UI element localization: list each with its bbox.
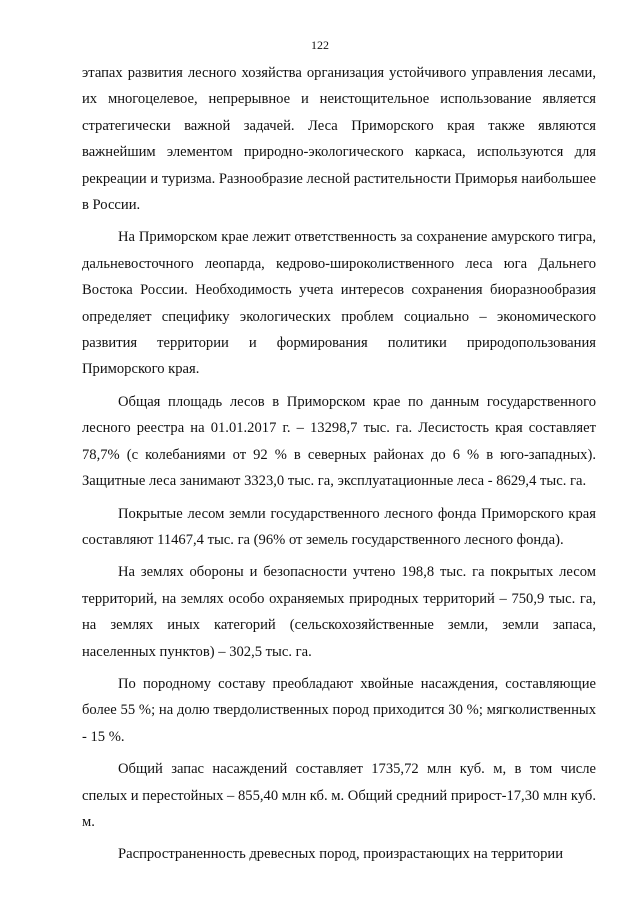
paragraph-forest-fund: Покрытые лесом земли государственного лесного фонда Приморского края составляют 11467,4 тыс. га (96% от земель государственного лесного фонда). [82,505,596,548]
body-text [82,60,596,868]
paragraph-tree-distribution: Распространенность древесных пород, произрастающих на территории [118,846,564,863]
paragraph-timber-stock: Общий запас насаждений составляет 1735,72 млн куб. м, в том числе спелых и перестойных – 855,40 млн кб. м. Общий средний прирост-17,30 млн куб. м. [82,761,596,830]
paragraph-species-composition: По породному составу преобладают хвойные насаждения, составляющие более 55 %; на долю твердолиственных пород приходится 30 %; мягколиственных - 15 %. [82,675,596,745]
paragraph-responsibility: На Приморском крае лежит ответственность за сохранение амурского тигра, дальневосточного леопарда, кедрово-широколиственного леса юга Дальнего Востока России. Необходимость учета интересов сохранения биоразнообразия определяет специфику экологических проблем социально – экономического развития территории и формирования политики природопользования Приморского края. [82,229,596,378]
page-number: 122 [311,38,329,52]
paragraph-land-categories: На землях обороны и безопасности учтено 198,8 тыс. га покрытых лесом территорий, на землях особо охраняемых природных территорий – 750,9 тыс. га, на землях иных категорий (сельскохозяйственные земли, земли запаса, населенных пунктов) – 302,5 тыс. га. [82,564,596,660]
paragraph-continuation: этапах развития лесного хозяйства организация устойчивого управления лесами, их многоцелевое, непрерывное и неистощительное использование является стратегически важной задачей. Леса Приморского края также являются важнейшим элементом природно-экологического каркаса, используются для рекреации и туризма. Разнообразие лесной растительности Приморья наибольшее в России. [82,65,596,214]
paragraph-forest-area: Общая площадь лесов в Приморском крае по данным государственного лесного реестра на 01.01.2017 г. – 13298,7 тыс. га. Лесистость края составляет 78,7% (с колебаниями от 92 % в северных районах до 6 % в юго-западных). Защитные леса занимают 3323,0 тыс. га, эксплуатационные леса - 8629,4 тыс. га. [82,393,596,490]
